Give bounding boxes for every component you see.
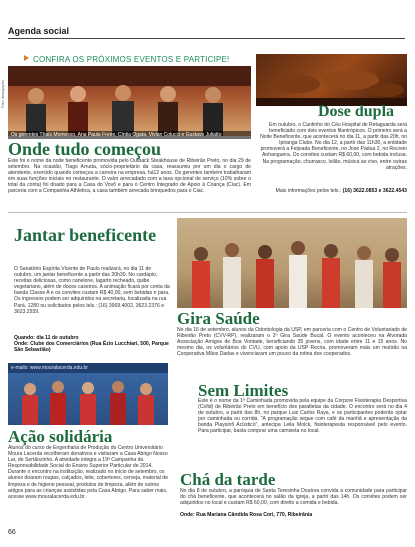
- acao-banner: e-mails: www.mouralacerda.edu.br: [8, 363, 168, 373]
- acao-title: Ação solidária: [8, 427, 113, 446]
- jantar-where-label: Onde:: [14, 341, 31, 347]
- photo-credit: Foto divulgação: [0, 80, 5, 109]
- triangle-icon: [24, 55, 29, 61]
- limites-body: Este é o nome da 1ª Caminhada promovida pela equipe da Corpore Fisioterapia Desportiva (Cofid) de Ribeirão Preto em benefício dos paratletas da cidade. O encontro será no dia 4 de outubro, a partir das 8h, no parque Luiz Carlos Raya, e os participantes poderão optar por caminhada ou corrida. "A programação segue com café da manhã e apresentação da banda Playsinfi Acústico", antecipa Leila Molck, fisioterapeuta responsável pelo evento. Para participar, basta comprar uma camiseta no local.: [198, 398, 407, 435]
- gira-title: Gira Saúde: [177, 309, 260, 328]
- outback-people-illustration: [8, 66, 251, 136]
- photo-caption: Os gerentes Thaís Momesso, Ana Paula Freire, Cíntia Ogata, Vivian Colucci e Gustavo Juliatto: [8, 131, 251, 139]
- cha-title: Chá da tarde: [180, 470, 276, 489]
- gira-body: No dia 16 de setembro, alunos da Odontologia da USP, em parceria com o Centro de Voluntariado de Ribeirão Preto (CVV-RP), realizaram o 2º Gira Saúde Bucal. O evento aconteceu na Alvorada Associação Amigos de Boa Vontade, beneficiando 35 jovens, com idade entre 11 e 15 anos. No mesmo dia, os voluntários do CVU, com apoio da USP Recria, promoveram mais um mutirão na Cooperativa Mãos Dadas e vivenciaram um pouco da rotina dos cooperados.: [177, 327, 407, 358]
- jantar-where: [14, 341, 170, 353]
- outback-title: Onde tudo começou: [8, 139, 161, 159]
- dose-body: Em outubro, o Cantinho do Céu Hospital de Retaguarda será beneficiado com dois eventos filantrópicos. O primeiro será a Noite Beneficente, que acontecerá no dia 11, a partir das 20h, no Ipiranga Clube. No dia 12, a partir das 11h30, a entidade promoverá a Feijoada Beneficente, no José Pádua 2, no Recreio Anhanguera. Os convites custam R$ 60,00, com bebida inclusa. Na programação, churrasco, leilão, música ao vivo, entre outras atrações.: [260, 122, 407, 171]
- divider: [8, 212, 407, 213]
- kicker-text: CONFIRA OS PRÓXIMOS EVENTOS E PARTICIPE!: [33, 55, 230, 64]
- outback-body: Este foi o nome da noite beneficente promovida pelo Outback Steakhouse de Ribeirão Preto, no dia 29 de setembro. Na ocasião, Tiago Arruda, sócio-proprietário da casa, reassumiu por um dia o cargo de atendente, exercido quando começou a carreira na empresa, há12 anos. Os gerentes também trabalharam em suas funções iniciais no restaurante. O valor arrecadado com a taxa opcional de serviço (10% sobre o total da conta) foi doado para a Casa do Vovô e para o Centro Integrado de Apoio à Criança (Ciac). Em parceria com a Companhia Athletica, a casa também arrecada brinquedos para o Ciac.: [8, 158, 251, 195]
- cha-where: [180, 512, 407, 518]
- jantar-body: O Sanatório Espírita Vicente de Paulo realizará, no dia 11 de outubro, um jantar beneficente a partir das 20h30. No cardápio, receitas deliciosas, como canelone, lagarto recheado, quibe vegetariano, além de doces caseiros. A animação ficará por conta da banda Classe A e os convites custam R$ 40,00, sem bebidas e para. Os ingressos podem ser adquiridos na secretaria, localizada na rua Pará, 1280 ou solicitados pelos tels.: (16) 3969.4002, 3623.2376 e 3623.2939.: [14, 266, 170, 315]
- dose-photo: [256, 54, 407, 106]
- gira-photo: [177, 218, 407, 308]
- jantar-title: Jantar beneficente: [14, 225, 157, 245]
- students-illustration: [8, 373, 168, 425]
- acao-body: Alunos do curso de Engenharia de Produção do Centro Universitário Moura Lacerda recolheram donativos e visitaram a Casa Abrigo Nosso Lar, de Sertãozinho. A atividade integra a 19ª Campanha da Responsabilidade Social do Ensino Superior Particular de 2014. Durante o encontro na instituição, realizado no início de setembro, os alunos doaram roupas, calçados, leite, cobertores, cerveja, material de limpeza e de higiene pessoal, produtos de limpeza, além de outros artigos para as crianças assistidas pela Casa Abrigo. Para saber mais, acesse www.mouralacerda.edu.br.: [8, 445, 168, 500]
- group-photo-illustration: [177, 218, 407, 308]
- cha-where-value: Rua Mariana Cândida Rosa Cori, 770, Ribeirânia: [196, 512, 313, 518]
- cha-where-label: Onde:: [180, 512, 197, 518]
- section-header: Agenda social: [8, 26, 70, 36]
- dose-contact-value: (16) 3622.0853 e 3622.4543: [342, 188, 407, 194]
- dose-title: Dose dupla: [318, 103, 395, 120]
- cha-body: No dia 8 de outubro, a paróquia de Santa Teresinha Doutora convida a comunidade para participar do chá beneficente, que acontecerá no salão da igreja, a partir das 14h. Os convites podem ser adquiridos no local e custam R$ 60,00, com direito a comida e bebida.: [180, 488, 407, 507]
- acao-photo: [8, 363, 168, 425]
- header-divider: [8, 38, 405, 39]
- limites-title: Sem Limites: [198, 381, 289, 400]
- jantar-when-value: dia 11 de outubro: [36, 335, 79, 341]
- dose-contact: [256, 188, 407, 194]
- kicker: [24, 55, 229, 64]
- jantar-when-label: Quando:: [14, 335, 37, 341]
- dose-contact-label: Mais informações pelos tels.:: [275, 188, 343, 194]
- page-number: 66: [8, 529, 16, 536]
- barbecue-illustration: [256, 54, 407, 106]
- jantar-where-value: Clube dos Comerciários (Rua Ézio Lucchiari, 500, Parque São Sebastião): [14, 341, 169, 354]
- outback-photo: [8, 66, 251, 136]
